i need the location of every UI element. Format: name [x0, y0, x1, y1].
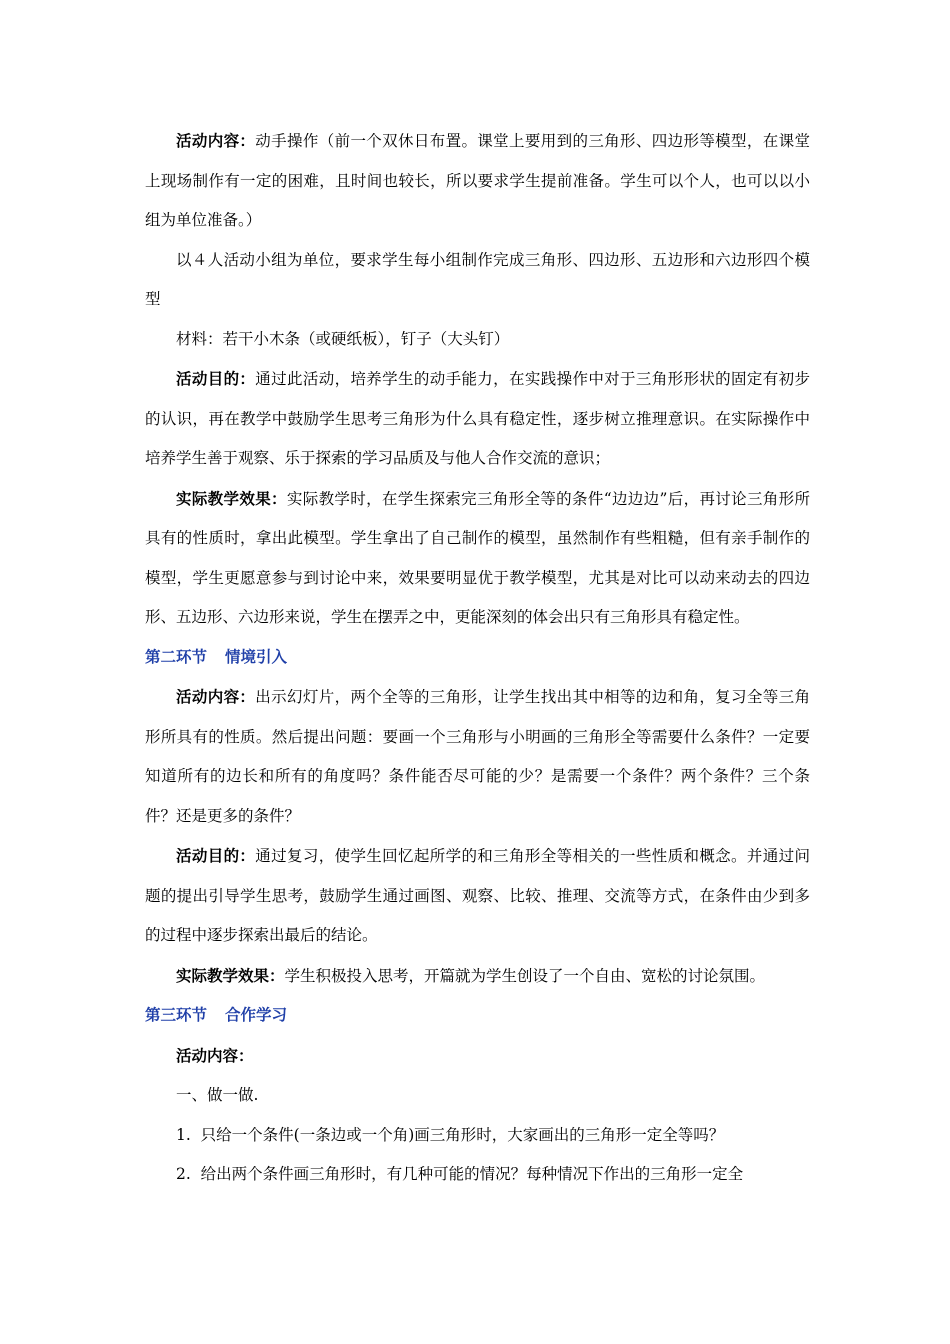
activity-purpose-text: 通过复习，使学生回忆起所学的和三角形全等相关的一些性质和概念。并通过问题的提出引导学生思考，鼓励学生通过画图、观察、比较、推理、交流等方式，在条件由少到多的过程中逐步探索出最后的结论。 — [145, 847, 810, 944]
activity-content-paragraph — [145, 1036, 810, 1077]
section-number: 第二环节 — [145, 647, 208, 666]
sub-heading — [145, 1076, 810, 1116]
activity-content-label: 活动内容： — [176, 131, 256, 150]
list-item-number: 1. — [176, 1125, 191, 1144]
teaching-effect-paragraph — [145, 479, 810, 638]
teaching-effect-label: 实际教学效果： — [176, 488, 287, 508]
activity-content-text: 出示幻灯片，两个全等的三角形，让学生找出其中相等的边和角，复习全等三角形所具有的性质。然后提出问题：要画一个三角形与小明画的三角形全等需要什么条件？一定要知道所有的边长和所有的角度吗？条件能否尽可能的少？是需要一个条件？两个条件？三个条件？还是更多的条件？ — [145, 688, 810, 825]
list-item-number: 2. — [176, 1165, 191, 1183]
activity-purpose-text: 通过此活动，培养学生的动手能力，在实践操作中对于三角形形状的固定有初步的认识，再在教学中鼓励学生思考三角形为什么具有稳定性，逐步树立推理意识。在实际操作中培养学生善于观察、乐于探索的学习品质及与他人合作交流的意识； — [145, 370, 810, 467]
section-title: 情境引入 — [225, 647, 288, 666]
teaching-effect-text: 实际教学时，在学生探索完三角形全等的条件“边边边”后，再讨论三角形所具有的性质时，拿出此模型。学生拿出了自己制作的模型，虽然制作有些粗糙，但有亲手制作的模型，学生更愿意参与到讨论中来，效果要明显优于教学模型，尤其是对比可以动来动去的四边形、五边形、六边形来说，学生在摆弄之中，更能深刻的体会出只有三角形具有稳定性。 — [145, 489, 810, 626]
materials-text: 材料：若干小木条（或硬纸板），钉子（大头钉） — [176, 329, 510, 348]
sub-heading-text: 一、做一做. — [176, 1086, 259, 1104]
section-title: 合作学习 — [225, 1006, 288, 1024]
list-item — [145, 1155, 810, 1195]
list-item — [145, 1116, 810, 1156]
activity-content-text: 动手操作（前一个双休日布置。课堂上要用到的三角形、四边形等模型，在课堂上现场制作有一定的困难，且时间也较长，所以要求学生提前准备。学生可以个人，也可以以小组为单位准备。） — [145, 132, 810, 229]
section-heading-2 — [145, 638, 810, 678]
activity-content-paragraph — [145, 121, 810, 241]
activity-content-label: 活动内容： — [176, 687, 256, 706]
activity-purpose-label: 活动目的： — [176, 369, 256, 388]
activity-content-paragraph — [145, 677, 810, 836]
list-item-text: 只给一个条件(一条边或一个角)画三角形时，大家画出的三角形一定全等吗？ — [200, 1125, 725, 1144]
activity-content-label: 活动内容： — [176, 1045, 254, 1065]
group-task-text: 以４人活动小组为单位，要求学生每小组制作完成三角形、四边形、五边形和六边形四个模型 — [145, 250, 810, 308]
group-task-paragraph — [145, 241, 810, 320]
section-heading-3 — [145, 996, 810, 1036]
document-page — [145, 121, 810, 1195]
teaching-effect-paragraph — [145, 956, 810, 997]
section-number: 第三环节 — [145, 1006, 208, 1024]
activity-purpose-paragraph — [145, 836, 810, 956]
list-item-text: 给出两个条件画三角形时，有几种可能的情况？每种情况下作出的三角形一定全 — [200, 1165, 744, 1183]
teaching-effect-label: 实际教学效果： — [176, 965, 285, 985]
activity-purpose-paragraph — [145, 359, 810, 479]
materials-paragraph — [145, 320, 810, 360]
teaching-effect-text: 学生积极投入思考，开篇就为学生创设了一个自由、宽松的讨论氛围。 — [284, 966, 766, 985]
activity-purpose-label: 活动目的： — [176, 846, 256, 865]
